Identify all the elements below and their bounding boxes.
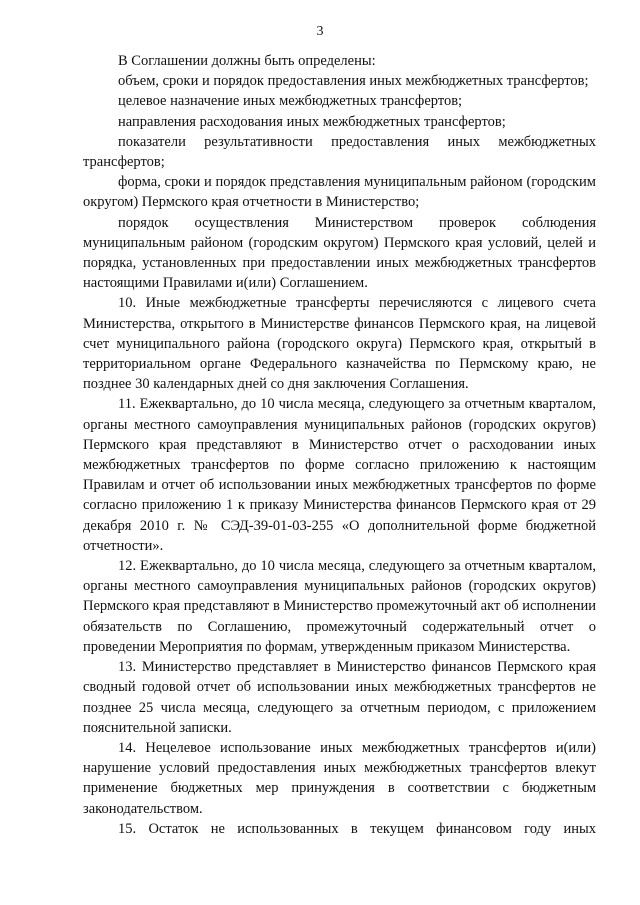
paragraph-clause-13: 13. Министерство представляет в Министерство финансов Пермского края сводный годовой отчет об использовании иных межбюджетных трансфертов не позднее 25 числа месяца, следующего за отчетным периодом, с приложением пояснительной записки. [83, 659, 596, 736]
paragraph-item-reporting: форма, сроки и порядок представления муниципальным районом (городским округом) Пермского края отчетности в Министерство; [83, 174, 596, 211]
paragraph-item-inspections: порядок осуществления Министерством проверок соблюдения муниципальным районом (городским округом) Пермского края условий, целей и порядка, установленных при предоставлении иных межбюджетных трансфертов настоящими Правилами и(или) Соглашением. [83, 214, 596, 292]
paragraph-item-indicators: показатели результативности предоставления иных межбюджетных трансфертов; [83, 133, 596, 171]
document-body [83, 51, 596, 839]
paragraph-clause-11: 11. Ежеквартально, до 10 числа месяца, следующего за отчетным кварталом, органы местного самоуправления муниципальных районов (городских округов) Пермского края представляют в Министерство отчет о расходовании иных межбюджетных трансфертов по форме согласно приложению к настоящим Правилам и отчет об использовании иных межбюджетных трансфертов по форме согласно приложению 1 к приказу Министерства финансов Пермского края от 29 декабря 2010 г. № СЭД-39-01-03-255 «О дополнительной форме бюджетной отчетности». [83, 396, 596, 554]
paragraph-intro: В Соглашении должны быть определены: [118, 53, 376, 69]
paragraph-clause-12: 12. Ежеквартально, до 10 числа месяца, следующего за отчетным кварталом, органы местного самоуправления муниципальных районов (городских округов) Пермского края представляют в Министерство промежуточный акт об исполнении обязательств по Соглашению, промежуточный содержательный отчет о проведении Мероприятия по формам, утвержденным приказом Министерства. [83, 558, 596, 655]
paragraph-item-volume: объем, сроки и порядок предоставления иных межбюджетных трансфертов; [118, 73, 589, 90]
paragraph-clause-15: 15. Остаток не использованных в текущем финансовом году иных [118, 820, 596, 837]
paragraph-item-purpose: целевое назначение иных межбюджетных трансфертов; [118, 93, 463, 110]
paragraph-clause-10: 10. Иные межбюджетные трансферты перечисляются с лицевого счета Министерства, открытого в Министерстве финансов Пермского края, на лицевой счет муниципального района (городского округа) Пермского края, открытый в территориальном органе Федерального казначейства по Пермскому краю, не позднее 30 календарных дней со дня заключения Соглашения. [83, 295, 596, 393]
page-number: 3 [316, 24, 324, 39]
paragraph-item-directions: направления расходования иных межбюджетных трансфертов; [118, 113, 506, 130]
paragraph-clause-14: 14. Нецелевое использование иных межбюджетных трансфертов и(или) нарушение условий предоставления иных межбюджетных трансфертов влекут применение бюджетных мер принуждения в соответствии с бюджетным законодательством. [83, 739, 596, 817]
